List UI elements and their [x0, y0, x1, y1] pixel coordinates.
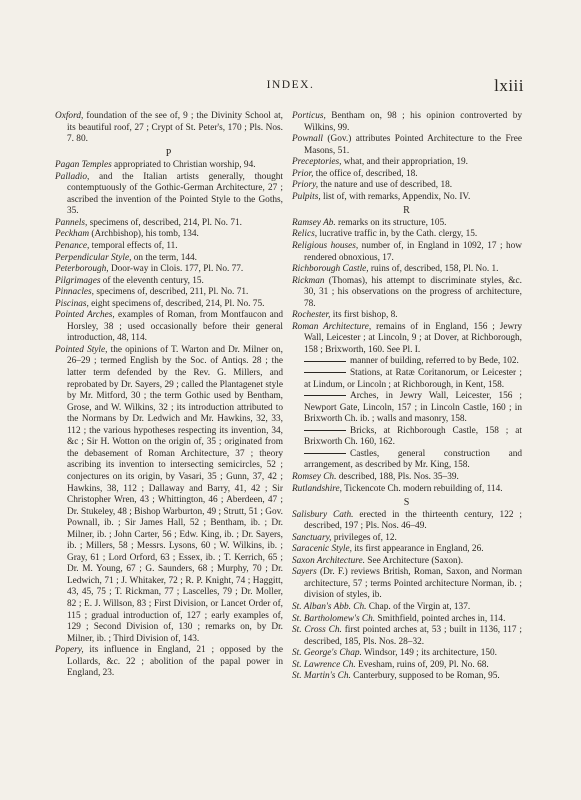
- entry-term: Pownall: [292, 134, 323, 145]
- index-entry: [292, 276, 522, 311]
- ditto-rule: [304, 395, 346, 396]
- left-entries-top: [55, 111, 283, 146]
- index-entry: [292, 510, 522, 533]
- ditto-rule: [304, 430, 346, 431]
- entry-term: Palladio,: [55, 171, 90, 182]
- right-column: [292, 111, 522, 683]
- entry-term: Rickman: [292, 275, 325, 286]
- entry-text: (Dr. F.) reviews British, Roman, Saxon, and Norman architecture, 57 ; terms Pointed architecture Norman, ib. ; division of styles, ib.: [304, 567, 522, 601]
- entry-text: and the Italian artists generally, thought contemptuously of the Gothic-German Architecture, 27 ; ascribed the invention of the Pointed Style to the Goths, 35.: [67, 171, 283, 217]
- entry-text: (Gov.) attributes Pointed Architecture to the Free Masons, 51.: [304, 134, 522, 156]
- index-entry: [292, 472, 522, 484]
- entry-term: Preceptories,: [292, 157, 342, 168]
- running-title: INDEX.: [266, 79, 315, 91]
- index-entry: [292, 356, 522, 368]
- right-entries-top: [292, 111, 522, 203]
- entry-term: Pulpits,: [292, 191, 321, 202]
- right-entries-r: [292, 218, 522, 357]
- entry-text: remarks on its structure, 105.: [335, 217, 447, 228]
- entry-term: Prior,: [292, 168, 314, 179]
- page-header: [0, 76, 581, 96]
- entry-text: (Archbishop), his tomb, 134.: [89, 229, 199, 240]
- index-entry: [55, 172, 283, 218]
- index-entry: [292, 648, 522, 660]
- entry-term: Rochester,: [292, 310, 331, 321]
- entry-text: what, and their appropriation, 19.: [341, 157, 468, 168]
- index-entry: [292, 322, 522, 357]
- section-letter-p: P: [165, 147, 173, 159]
- index-entry: [55, 218, 283, 230]
- entry-term: Pointed Style,: [55, 344, 108, 355]
- right-entries-s: [292, 510, 522, 683]
- index-entry: [55, 111, 283, 146]
- entry-term: Piscinas,: [55, 298, 89, 309]
- index-entry: [292, 426, 522, 449]
- index-entry: [292, 241, 522, 264]
- entry-text: privileges of, 12.: [331, 532, 397, 543]
- entry-term: Religious houses,: [292, 241, 359, 252]
- entry-text: Door-way in Clois. 177, Pl. No. 77.: [108, 264, 244, 275]
- entry-term: St. Martin's Ch.: [292, 671, 351, 682]
- ditto-rule: [304, 361, 346, 362]
- entry-text: described, 188, Pls. Nos. 35–39.: [336, 471, 459, 482]
- entry-text: Tickencote Ch. modern rebuilding of, 114.: [342, 483, 503, 494]
- entry-text: number of, in England in 1092, 17 ; how rendered obnoxious, 17.: [304, 241, 522, 263]
- index-entry: [292, 625, 522, 648]
- index-entry: [55, 253, 283, 265]
- entry-text: Evesham, ruins of, 209, Pl. No. 68.: [355, 659, 489, 670]
- entry-term: Sanctuary,: [292, 532, 332, 543]
- index-entry: [292, 567, 522, 602]
- entry-term: Sayers: [292, 567, 317, 578]
- index-entry: [292, 310, 522, 322]
- entry-text: Bricks, at Richborough Castle, 158 ; at Brixworth Ch. 160, 162.: [304, 425, 522, 448]
- index-entry: [292, 533, 522, 545]
- entry-term: Pilgrimages: [55, 275, 101, 286]
- index-entry: [55, 160, 283, 172]
- entry-term: Saracenic Style,: [292, 544, 352, 555]
- entry-text: erected in the thirteenth century, 122 ; described, 197 ; Pls. Nos. 46–49.: [304, 509, 522, 532]
- index-entry: [292, 180, 522, 192]
- entry-text: its influence in England, 21 ; opposed by the Lollards, &c. 22 ; abolition of the papal power in England, 23.: [67, 645, 283, 679]
- index-entry: [55, 287, 283, 299]
- index-entry: [292, 192, 522, 204]
- entry-text: its first bishop, 8.: [330, 310, 398, 321]
- entry-text: its first appearance in England, 26.: [351, 544, 484, 555]
- entry-text: the office of, described, 18.: [313, 168, 418, 179]
- index-entry: [55, 276, 283, 288]
- index-entry: [292, 368, 522, 391]
- index-entry: [292, 602, 522, 614]
- index-entry: [55, 645, 283, 680]
- entry-term: Saxon Architecture.: [292, 555, 365, 566]
- entry-term: Popery,: [55, 645, 84, 656]
- entry-term: Ramsey Ab.: [292, 217, 336, 228]
- entry-text: list of, with remarks, Appendix, No. IV.: [320, 191, 471, 202]
- entry-term: Roman Architecture,: [292, 321, 372, 332]
- index-entry: [55, 299, 283, 311]
- entry-term: St. Alban's Abb. Ch.: [292, 601, 367, 612]
- index-entry: [292, 391, 522, 426]
- entry-text: Smithfield, pointed arches in, 114.: [375, 613, 506, 624]
- entry-term: St. George's Chap.: [292, 648, 362, 659]
- entry-term: Relics,: [292, 229, 318, 240]
- ditto-rule: [304, 453, 346, 454]
- entry-text: See Architecture (Saxon).: [364, 555, 464, 566]
- entry-text: specimens of, described, 214, Pl. No. 71.: [87, 217, 242, 228]
- entry-term: Rutlandshire,: [292, 483, 343, 494]
- index-entry: [292, 157, 522, 169]
- index-entry: [292, 111, 522, 134]
- entry-text: specimens of, described, 211, Pl. No. 71.: [94, 287, 249, 298]
- section-letter-r: R: [403, 205, 411, 217]
- index-entry: [292, 614, 522, 626]
- index-entry: [292, 229, 522, 241]
- index-entry: [292, 556, 522, 568]
- entry-text: examples of Roman, from Montfaucon and Horsley, 38 ; used occasionally before their general introduction, 48, 114.: [67, 310, 283, 344]
- index-entry: [292, 449, 522, 472]
- right-entries-r2: [292, 472, 522, 495]
- entry-term: Romsey Ch.: [292, 471, 337, 482]
- entry-text: Stations, at Ratæ Coritanorum, or Leicester ; at Lindum, or Lincoln ; at Richborough, in Kent, 158.: [304, 368, 522, 390]
- entry-term: Peckham: [55, 229, 90, 240]
- entry-text: Canterbury, supposed to be Roman, 95.: [350, 671, 500, 682]
- entry-term: St. Lawrence Ch.: [292, 659, 356, 670]
- index-entry: [292, 660, 522, 672]
- index-entry: [292, 671, 522, 683]
- entry-text: of the eleventh century, 15.: [100, 275, 204, 286]
- ditto-rule: [304, 372, 346, 373]
- entry-text: (Thomas), his attempt to discriminate styles, &c. 30, 31 ; his observations on the progress of architecture, 78.: [304, 275, 522, 309]
- index-entry: [292, 544, 522, 556]
- index-entry: [292, 484, 522, 496]
- index-entry: [55, 345, 283, 645]
- entry-term: Salisbury Cath.: [292, 509, 354, 520]
- entry-text: lucrative traffic in, by the Cath. clergy, 15.: [317, 229, 478, 240]
- entry-term: Peterborough,: [55, 264, 109, 275]
- index-entry: [292, 169, 522, 181]
- entry-term: Oxford,: [55, 111, 84, 121]
- entry-term: Penance,: [55, 241, 90, 252]
- left-entries: [55, 160, 283, 680]
- entry-text: appropriated to Christian worship, 94.: [111, 160, 256, 171]
- entry-text: Chap. of the Virgin at, 137.: [366, 601, 471, 612]
- index-entry: [55, 264, 283, 276]
- entry-text: remains of in England, 156 ; Jewry Wall, Leicester ; at Lincoln, 9 ; at Dover, at Richborough, 158 ; Brixworth, 160. See Pl. I.: [304, 321, 522, 355]
- entry-term: Priory,: [292, 180, 319, 191]
- entry-text: manner of building, referred to by Bede, 102.: [350, 356, 519, 367]
- entry-text: eight specimens of, described, 214, Pl. No. 75.: [88, 298, 265, 309]
- index-entry: [292, 264, 522, 276]
- entry-text: Castles, general construction and arrangement, as described by Mr. King, 158.: [304, 448, 522, 471]
- entry-term: Pinnacles,: [55, 287, 94, 298]
- entry-term: Pointed Arches,: [55, 310, 115, 321]
- entry-text: Arches, in Jewry Wall, Leicester, 156 ; Newport Gate, Lincoln, 157 ; in Lincoln Castle, 160 ; in Brixworth Ch. ib. ; walls and masonry, 158.: [304, 391, 522, 425]
- entry-term: Porticus,: [292, 111, 326, 121]
- entry-text: temporal effects of, 11.: [89, 241, 178, 252]
- section-letter-s: S: [403, 497, 411, 509]
- entry-term: Richborough Castle,: [292, 264, 369, 275]
- entry-text: Windsor, 149 ; its architecture, 150.: [361, 648, 497, 659]
- entry-text: the opinions of T. Warton and Dr. Milner on, 26–29 ; termed English by the Soc. of Antiqs. 28 ; the latter term defended by the Rev. G. Millers, and reprobated by Dr. Sayers, 29 ; called the Plantagenet style by Mr. Mitford, 30 ; the term Gothic used by Bentham, Grose, and W. Wilkins, 32 ; its introduction attributed to the Normans by Dr. Ledwich and Mr. Hawkins, 32, 33, 112 ; the various hypotheses respecting its invention, 34, &c ; Sir H. Wotton on the origin of, 35 ; originated from the debasement of Roman Architecture, 37 ; theory ascribing its invention to intersecting semicircles, 52 ; conjectures on its origin, by Vasari, 35 ; Gunn, 37, 42 ; Hawkins, 38, 112 ; Dallaway and Barry, 41, 42 ; Sir Christopher Wren, 43 ; Whittington, 46 ; Aberdeen, 47 ; Dr. Stukeley, 48 ; Bishop Warburton, 49 ; Strutt, 51 ; Gov. Pownall, ib. ; Sir James Hall, 52 ; Bentham, ib. ; Dr. Milner, ib. ; John Carter, 56 ; Edw. King, ib. ; Dr. Sayers, ib. ; Millers, 58 ; Messrs. Lysons, 60 ; W. Wilkins, ib. ; Gray, 61 ; Lord Orford, 63 ; Essex, ib. ; T. Kerrich, 65 ; Dr. M. Young, 67 ; G. Saunders, 68 ; Murphy, 70 ; Dr. Ledwich, 71 ; J. Whitaker, 72 ; R. P. Knight, 74 ; Haggitt, 43, 45, 75 ; T. Rickman, 77 ; Lascelles, 79 ; Dr. Moller, 82 ; E. J. Willson, 83 ; First Division, or Lancet Order of, 115 ; gradual introduction of, 127 ; early examples of, 129 ; Second Division of, 130 ; remarks on, by Dr. Milner, ib. ; Third Division of, 143.: [67, 344, 284, 644]
- entry-term: St. Cross Ch.: [292, 625, 342, 636]
- index-entry: [292, 134, 522, 157]
- entry-text: the nature and use of described, 18.: [318, 180, 453, 191]
- entry-text: foundation of the see of, 9 ; the Divinity School at, its beautiful roof, 27 ; Crypt of St. Peter's, 170 ; Pls. Nos. 7. 80.: [67, 111, 283, 145]
- index-entry: [55, 310, 283, 345]
- entry-term: St. Bartholomew's Ch.: [292, 613, 376, 624]
- entry-term: Perpendicular Style,: [55, 252, 132, 263]
- left-column: [55, 111, 283, 680]
- index-entry: [55, 229, 283, 241]
- index-entry: [292, 218, 522, 230]
- right-dash-entries: [292, 356, 522, 471]
- entry-term: Pagan Temples: [55, 160, 112, 171]
- entry-text: ruins of, described, 158, Pl. No. 1.: [368, 264, 499, 275]
- entry-text: first pointed arches at, 53 ; built in 1136, 117 ; described, 185, Pls. Nos. 28–32.: [304, 625, 522, 647]
- page-number: lxiii: [494, 76, 524, 95]
- entry-text: Bentham on, 98 ; his opinion controverted by Wilkins, 99.: [304, 111, 522, 133]
- entry-term: Pannels,: [55, 217, 88, 228]
- entry-text: on the term, 144.: [131, 252, 198, 263]
- index-entry: [55, 241, 283, 253]
